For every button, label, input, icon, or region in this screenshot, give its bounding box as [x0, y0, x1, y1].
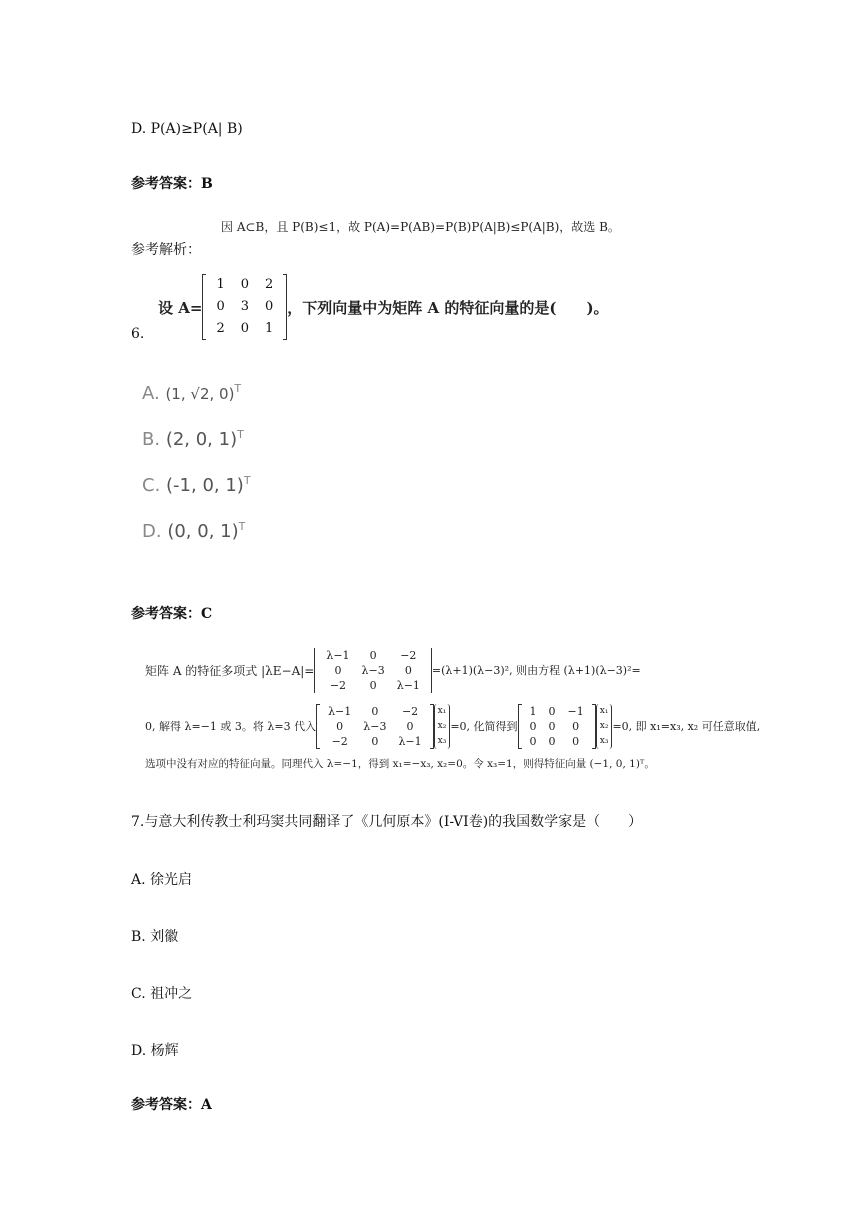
matrix-cell: −2	[401, 704, 419, 718]
q7-stem: 7.与意大利传教士利玛窦共同翻译了《几何原本》(I-VI卷)的我国数学家是（ ）	[131, 814, 643, 830]
matrix-cell: 0	[548, 704, 556, 718]
matrix-cell: 2	[216, 321, 225, 336]
sol-mid: =0, 化简得到	[450, 720, 518, 733]
q6-answer: 参考答案：C	[131, 606, 213, 622]
vector-entry: x₂	[599, 720, 609, 731]
matrix-cell: λ−3	[361, 663, 385, 677]
vector-entry: x₃	[599, 735, 609, 746]
matrix-cell: λ−1	[326, 648, 350, 662]
option-sup: T	[238, 520, 246, 533]
matrix-cell: 0	[572, 719, 580, 733]
matrix-cell: −2	[400, 648, 417, 662]
sol-matrix-a	[316, 704, 434, 749]
q5-analysis-label: 参考解析：	[131, 242, 201, 258]
q6-stem-prefix: 设 A=	[158, 298, 203, 317]
matrix-cell: λ−3	[363, 719, 387, 733]
matrix-cell: 2	[265, 277, 274, 292]
q7-option-c: C. 祖冲之	[131, 986, 193, 1002]
q7-option-d: D. 杨辉	[131, 1043, 179, 1059]
q6-stem	[158, 276, 609, 338]
option-sup: T	[234, 382, 242, 395]
q6-stem-suffix: ，下列向量中为矩阵 A 的特征向量的是( )。	[287, 298, 609, 317]
matrix-cell: λ−1	[398, 734, 422, 748]
matrix-cell: 0	[240, 321, 249, 336]
matrix-cell: 1	[265, 321, 274, 336]
q5-answer: 参考答案：B	[131, 176, 213, 192]
option-value: (2, 0, 1)	[165, 429, 238, 450]
sol-line2-suffix: =0, 即 x₁=x₃, x₂ 可任意取值,	[612, 720, 761, 733]
option-letter: C.	[142, 475, 161, 496]
matrix-cell: 0	[548, 719, 556, 733]
matrix-cell: 1	[529, 704, 537, 718]
q7-option-a: A. 徐光启	[131, 872, 193, 888]
option-value: (0, 0, 1)	[167, 521, 239, 542]
option-letter: D.	[142, 521, 162, 542]
sol-line1-suffix: =(λ+1)(λ−3)², 则由方程 (λ+1)(λ−3)²=	[431, 664, 641, 677]
q7-option-b: B. 刘徽	[131, 929, 179, 945]
matrix-cell: 0	[529, 719, 537, 733]
matrix-cell: 0	[216, 299, 225, 314]
q6-option-d	[142, 520, 245, 542]
option-sup: T	[243, 474, 251, 487]
q6-number: 6.	[131, 326, 145, 342]
q6-option-b	[142, 428, 244, 450]
matrix-cell: 0	[369, 678, 377, 692]
matrix-cell: 0	[334, 663, 342, 677]
matrix-cell: 0	[406, 719, 414, 733]
matrix-cell: 0	[404, 663, 412, 677]
q5-option-d: D. P(A)≥P(A| B)	[131, 121, 243, 137]
matrix-cell: 0	[369, 648, 377, 662]
matrix-cell: 3	[240, 299, 249, 314]
matrix-cell: 0	[371, 704, 379, 718]
q6-solution-line3: 选项中没有对应的特征向量。同理代入 λ=−1，得到 x₁=−x₃, x₂=0。令 x₃=1，则得特征向量 (−1, 0, 1)ᵀ。	[145, 758, 655, 770]
option-value: (-1, 0, 1)	[166, 475, 244, 496]
q7-answer: 参考答案：A	[131, 1097, 212, 1113]
q6-solution-line1	[145, 644, 641, 696]
matrix-cell: 0	[240, 277, 249, 292]
matrix-cell: 0	[529, 734, 537, 748]
matrix-cell: 0	[371, 734, 379, 748]
option-value: (1, √2, 0)	[165, 385, 235, 403]
matrix-cell: 0	[265, 299, 274, 314]
sol-matrix-b	[518, 704, 596, 749]
matrix-cell: λ−1	[328, 704, 352, 718]
vector-entry: x₃	[437, 735, 447, 746]
matrix-cell: −2	[329, 678, 347, 692]
q6-matrix	[202, 274, 287, 340]
q6-option-c	[142, 474, 251, 496]
vector-entry: x₁	[599, 705, 609, 716]
sol-vector-b	[596, 704, 613, 749]
option-sup: T	[237, 428, 244, 441]
sol-determinant	[314, 648, 432, 693]
matrix-cell: 0	[336, 719, 344, 733]
q5-explanation: 因 A⊂B，且 P(B)≤1，故 P(A)=P(AB)=P(B)P(A|B)≤P(A|B)，故选 B。	[221, 220, 620, 234]
sol-line1-prefix: 矩阵 A 的特征多项式 |λE−A|=	[145, 663, 315, 678]
matrix-cell: λ−1	[396, 678, 420, 692]
sol-line2-prefix: 0, 解得 λ=−1 或 3。将 λ=3 代入	[145, 720, 317, 733]
option-letter: A.	[142, 383, 160, 404]
matrix-cell: 0	[548, 734, 556, 748]
matrix-cell: 1	[216, 277, 225, 292]
q6-option-a	[142, 382, 241, 404]
vector-entry: x₁	[437, 705, 447, 716]
sol-vector-a	[434, 704, 451, 749]
matrix-cell: −1	[567, 704, 584, 718]
q6-solution-line2	[145, 700, 760, 752]
vector-entry: x₂	[437, 720, 447, 731]
matrix-cell: −2	[331, 734, 348, 748]
option-letter: B.	[142, 429, 161, 450]
matrix-cell: 0	[572, 734, 580, 748]
